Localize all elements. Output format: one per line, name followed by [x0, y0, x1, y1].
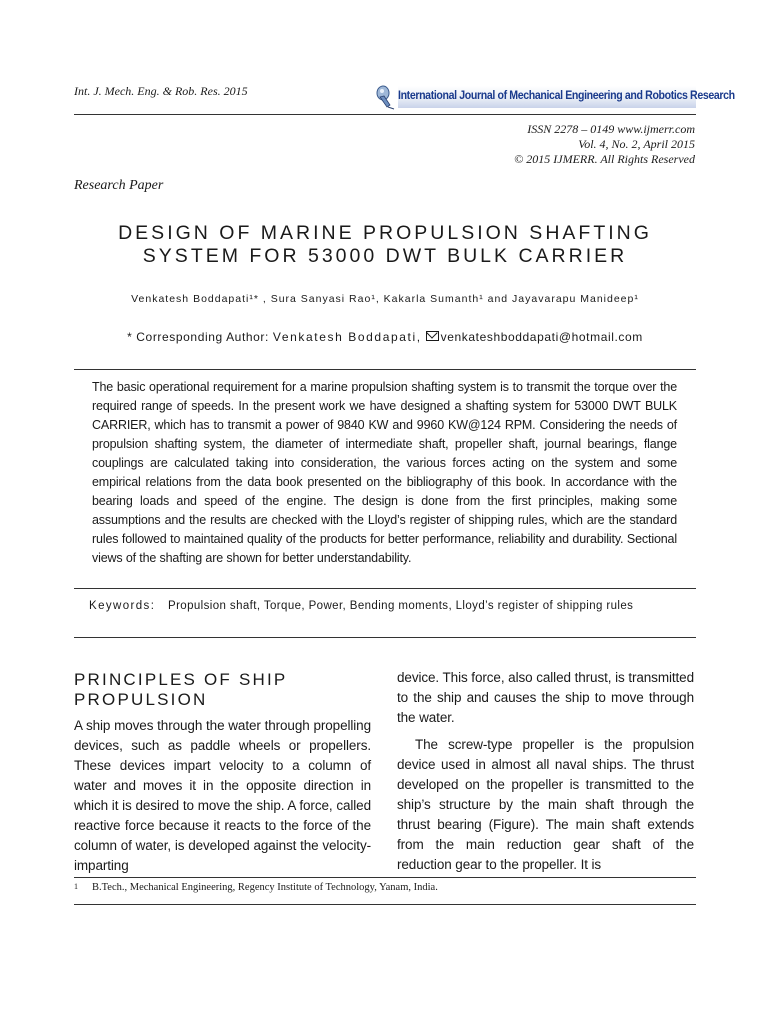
envelope-icon	[426, 331, 439, 341]
footnote-top-divider	[74, 877, 696, 878]
paper-title-line-1: DESIGN OF MARINE PROPULSION SHAFTING	[118, 222, 652, 244]
corresponding-prefix: * Corresponding Author:	[127, 330, 273, 344]
section-heading	[74, 670, 371, 710]
paper-title-line-2: SYSTEM FOR 53000 DWT BULK CARRIER	[142, 245, 628, 267]
footnote-mark: 1	[74, 882, 78, 891]
issn-line: ISSN 2278 – 0149 www.ijmerr.com	[527, 122, 695, 136]
journal-abbreviation: Int. J. Mech. Eng. & Rob. Res. 2015	[74, 84, 248, 98]
copyright-line: © 2015 IJMERR. All Rights Reserved	[514, 152, 695, 166]
keywords-text: Propulsion shaft, Torque, Power, Bending moments, Lloyd’s register of shipping rules	[168, 600, 634, 612]
keywords-bottom-divider	[74, 637, 696, 638]
left-paragraph: A ship moves through the water through propelling devices, such as paddle wheels or propellers. These devices impart velocity to a column of water and moves it in the opposite direction in which it is desired to move the ship. A force, called reactive force because it reacts to the force of the column of water, is developed against the velocity-imparting	[74, 718, 371, 873]
keywords-top-divider	[74, 588, 696, 589]
volume-line: Vol. 4, No. 2, April 2015	[578, 137, 695, 151]
right-column	[397, 668, 694, 875]
corresponding-author	[74, 330, 696, 344]
corresponding-name: Venkatesh Boddapati,	[272, 330, 422, 344]
section-heading-line-1: PRINCIPLES OF SHIP	[74, 670, 288, 689]
footnote-bottom-divider	[74, 904, 696, 905]
corresponding-email-link[interactable]: venkateshboddapati@hotmail.com	[440, 330, 643, 344]
abstract-top-divider	[74, 369, 696, 370]
left-column	[74, 670, 371, 876]
section-heading-line-2: PROPULSION	[74, 690, 208, 709]
paper-type: Research Paper	[74, 178, 164, 193]
keywords-block	[89, 599, 679, 614]
publication-meta	[514, 122, 695, 167]
footnote	[74, 882, 438, 893]
journal-logo	[374, 83, 735, 111]
right-paragraph-2: The screw-type propeller is the propulsion device used in almost all naval ships. The thrust developed on the propeller is transmitted to the ship’s structure by the main shaft through the thrust bearing (Figure). The main shaft extends from the main reduction gear shaft of the reduction gear to the propeller. It is	[397, 737, 694, 872]
keywords-label: Keywords:	[89, 600, 156, 612]
footnote-text: B.Tech., Mechanical Engineering, Regency Institute of Technology, Yanam, India.	[92, 882, 438, 893]
author-list: Venkatesh Boddapati¹* , Sura Sanyasi Rao¹, Kakarla Sumanth¹ and Jayavarapu Manideep¹	[131, 293, 639, 305]
journal-logo-icon	[374, 83, 396, 111]
abstract-text: The basic operational requirement for a marine propulsion shafting system is to transmit the torque over the required range of speeds. In the present work we have designed a shafting system for 53000 DWT BULK CARRIER, which has to transmit a power of 9840 KW and 9960 KW@124 RPM. Considering the needs of propulsion shafting system, the diameter of intermediate shaft, propeller shaft, journal bearings, flange couplings are calculated taking into consideration, the various forces acting on the system and some empirical relations from the data book presented on the bibliography of this book. In accordance with the bearing loads and speed of the engine. The design is done from the first principles, making some assumptions and the results are checked with the Lloyd’s register of shipping rules, which are the standard rules followed to maintained quality of the products for better performance, reliability and durability. Sectional views of the shafting are shown for better understandability.	[92, 380, 677, 565]
journal-logo-text: International Journal of Mechanical Engineering and Robotics Research	[398, 90, 735, 102]
right-paragraph-1: device. This force, also called thrust, is transmitted to the ship and causes the ship to move through the water.	[397, 670, 694, 725]
paper-title	[74, 222, 696, 268]
header-divider	[74, 114, 696, 115]
